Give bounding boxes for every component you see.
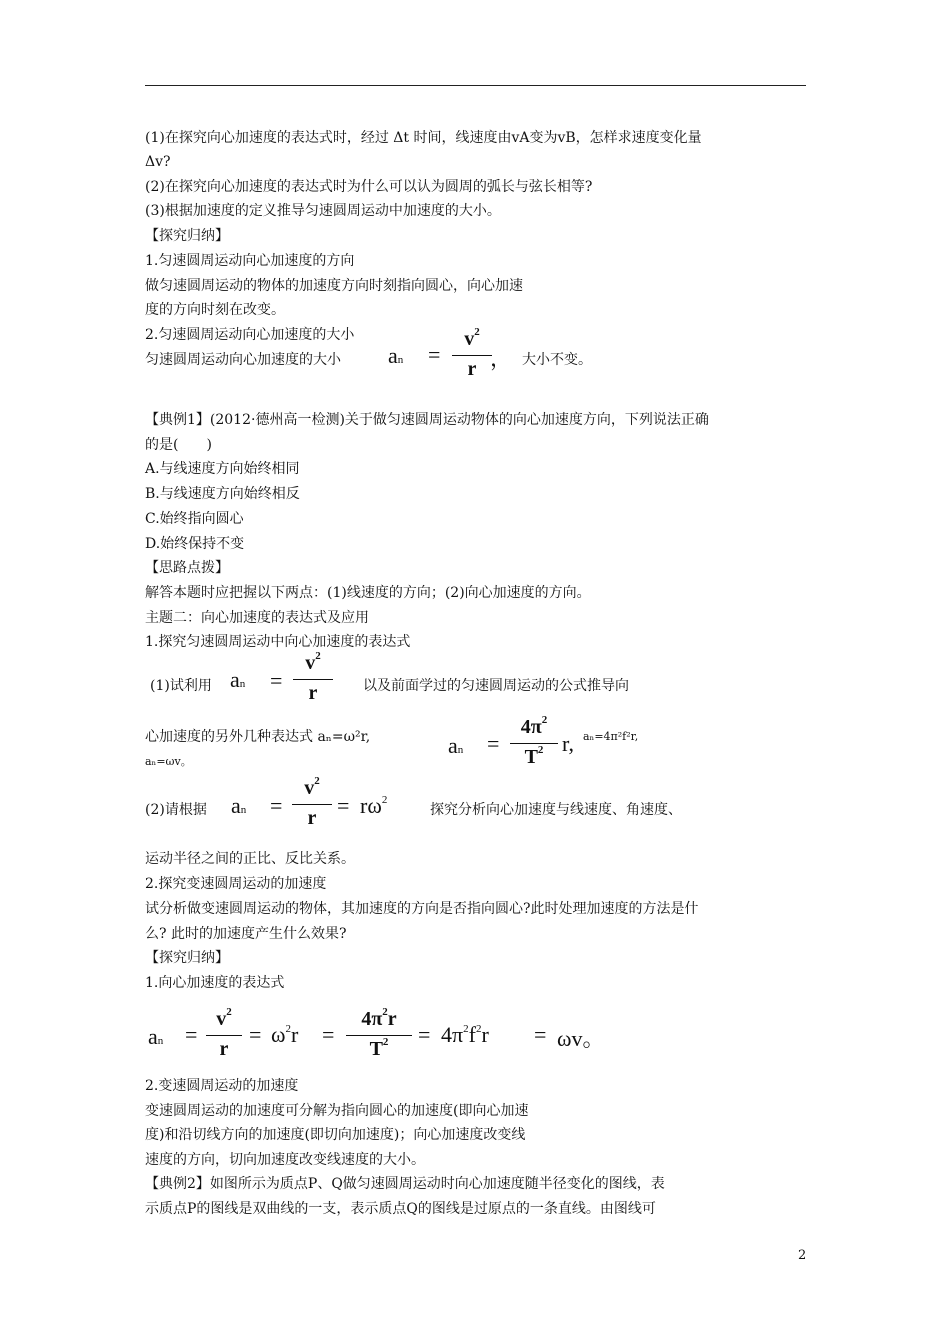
equals-sign: =: [322, 1022, 335, 1047]
formula-an-v2-r-rw2: an: [231, 793, 247, 818]
page-number: 2: [798, 1248, 807, 1263]
equals-sign: =: [487, 731, 500, 756]
text-line: 1.探究匀速圆周运动中向心加速度的表达式: [145, 634, 411, 650]
text-line: 以及前面学过的匀速圆周运动的公式推导向: [363, 678, 629, 694]
equals-sign: =: [270, 793, 283, 818]
text-line: Δv?: [145, 154, 171, 170]
fraction-4pi2r-over-T2: $4\pi^2r$ $T^2$: [346, 1006, 412, 1065]
text-line: 解答本题时应把握以下两点：(1)线速度的方向；(2)向心加速度的方向。: [145, 585, 591, 601]
option-a: A.与线速度方向始终相同: [145, 461, 300, 477]
text-line: (2)请根据: [145, 802, 207, 818]
omega-v: ωv。: [557, 1026, 605, 1051]
option-c: C.始终指向圆心: [145, 511, 244, 527]
formula-an-4pi2-T2: an: [448, 733, 464, 758]
text-line: 1.向心加速度的表达式: [145, 975, 285, 991]
text-line: 2.匀速圆周运动向心加速度的大小: [145, 327, 355, 343]
text-line: 的是( ): [145, 437, 212, 453]
omega-squared-r: $\omega^2r$: [271, 1022, 299, 1047]
formula-an-v2-r-2: an: [230, 667, 246, 692]
text-line: 度)和沿切线方向的加速度(即切向加速度)；向心加速度改变线: [145, 1127, 526, 1143]
section-heading: 【探究归纳】: [145, 228, 229, 244]
fraction-v2-over-r: $v^2$ r: [293, 650, 333, 706]
text-line: 匀速圆周运动向心加速度的大小: [145, 352, 341, 368]
option-b: B.与线速度方向始终相反: [145, 486, 300, 502]
r-omega-squared: $r\omega^2$: [360, 793, 388, 818]
text-line: 1.匀速圆周运动向心加速度的方向: [145, 253, 355, 269]
example-heading: 【典例1】(2012·德州高一检测)关于做匀速圆周运动物体的向心加速度方向，下列说法正确: [145, 412, 709, 428]
text-line: 做匀速圆周运动的物体的加速度方向时刻指向圆心，向心加速: [145, 278, 523, 294]
topic-heading: 主题二：向心加速度的表达式及应用: [145, 610, 369, 626]
text-line: (3)根据加速度的定义推导匀速圆周运动中加速度的大小。: [145, 203, 501, 219]
text-line: 示质点P的图线是双曲线的一支，表示质点Q的图线是过原点的一条直线。由图线可: [145, 1201, 656, 1217]
fraction-v2-over-r: $v^2$ r: [452, 326, 492, 382]
text-line: aₙ=4π²f²r,: [583, 730, 639, 743]
formula-an-v2-r: an: [388, 343, 404, 368]
text-line: 大小不变。: [522, 352, 592, 368]
equals-sign: =: [418, 1022, 431, 1047]
section-heading: 【探究归纳】: [145, 950, 229, 966]
text-line: 度的方向时刻在改变。: [145, 302, 285, 318]
fraction-v2-over-r: $v^2$ r: [292, 775, 332, 831]
formula-summary: an: [148, 1024, 164, 1049]
equals-sign: =: [249, 1022, 262, 1047]
text-line: 速度的方向，切向加速度改变线速度的大小。: [145, 1152, 425, 1168]
fraction-v2-over-r: $v^2$ r: [206, 1006, 242, 1062]
example-heading: 【典例2】如图所示为质点P、Q做匀速圆周运动时向心加速度随半径变化的图线，表: [145, 1176, 665, 1192]
equals-sign: =: [185, 1022, 198, 1047]
header-rule: [145, 85, 806, 86]
equals-sign: =: [270, 668, 283, 693]
four-pi-squared-f-squared-r: $4\pi^2f^2r$: [441, 1022, 489, 1047]
equals-sign: =: [428, 342, 441, 367]
fraction-4pi2-over-T2: $4\pi^2$ $T^2$: [510, 714, 558, 773]
text-line: aₙ=ωv。: [145, 755, 192, 768]
text-line: (2)在探究向心加速度的表达式时为什么可以认为圆周的弧长与弦长相等?: [145, 179, 593, 195]
r-variable: r,: [562, 731, 574, 756]
text-line: 变速圆周运动的加速度可分解为指向圆心的加速度(即向心加速: [145, 1103, 529, 1119]
option-d: D.始终保持不变: [145, 536, 245, 552]
text-line: (1)试利用: [150, 678, 212, 694]
text-line: 2.探究变速圆周运动的加速度: [145, 876, 327, 892]
text-line: 试分析做变速圆周运动的物体，其加速度的方向是否指向圆心?此时处理加速度的方法是什: [145, 901, 699, 917]
text-line: 么? 此时的加速度产生什么效果?: [145, 926, 347, 942]
section-heading: 【思路点拨】: [145, 560, 229, 576]
equals-sign: =: [534, 1022, 547, 1047]
text-line: 2.变速圆周运动的加速度: [145, 1078, 299, 1094]
text-line: 运动半径之间的正比、反比关系。: [145, 851, 355, 867]
text-line: 心加速度的另外几种表达式 aₙ=ω²r,: [145, 729, 371, 745]
text-line: (1)在探究向心加速度的表达式时，经过 Δt 时间，线速度由vA变为vB，怎样求速度变化量: [145, 130, 702, 146]
equals-sign: =: [337, 793, 350, 818]
text-line: 探究分析向心加速度与线速度、角速度、: [430, 802, 682, 818]
comma: ，: [490, 346, 513, 371]
